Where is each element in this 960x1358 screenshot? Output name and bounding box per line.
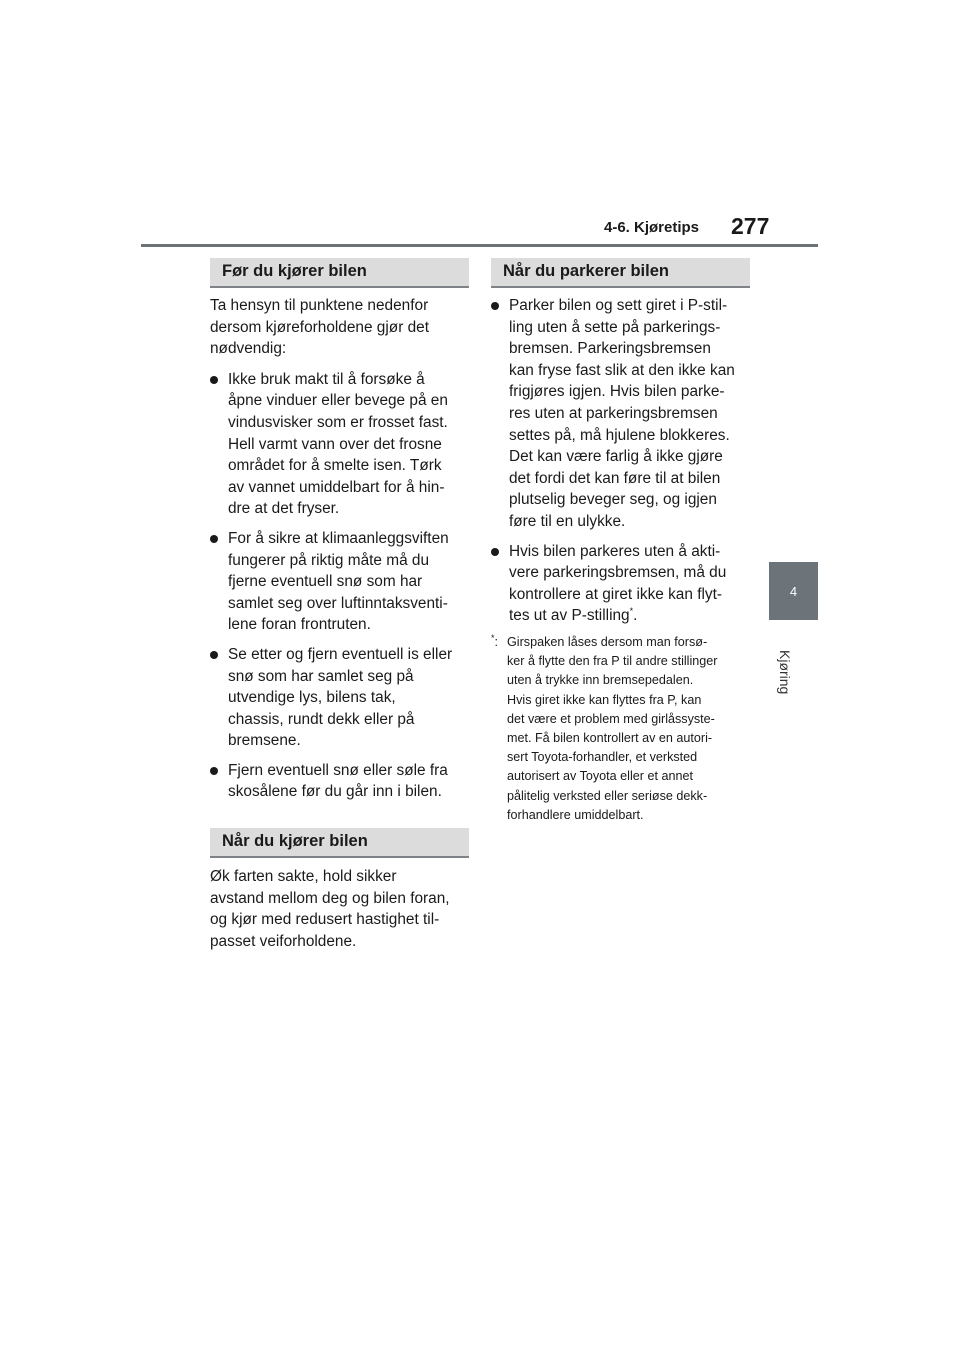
bullet-icon — [491, 302, 499, 310]
text-line: Øk farten sakte, hold sikker — [210, 868, 397, 886]
text-line: Se etter og fjern eventuell is eller — [228, 645, 453, 663]
text-line: det fordi det kan føre til at bilen — [509, 469, 721, 487]
bullet-icon — [491, 548, 499, 556]
text-line: det være et problem med girlåssyste- — [507, 711, 715, 726]
text-line: frigjøres igjen. Hvis bilen parke- — [509, 383, 725, 401]
text-line: føre til en ulykke. — [509, 512, 626, 530]
text-line: ker å flytte den fra P til andre stillinger — [507, 654, 718, 669]
text-line: lene foran frontruten. — [228, 616, 371, 634]
text-line: bremsene. — [228, 732, 301, 750]
bullet-icon — [210, 767, 218, 775]
text-line: sert Toyota-forhandler, et verksted — [507, 750, 698, 765]
text-line: kan fryse fast slik at den ikke kan — [509, 361, 735, 379]
text-line: pålitelig verksted eller seriøse dekk- — [507, 788, 708, 803]
text-line: passet veiforholdene. — [210, 932, 357, 950]
text-line: forhandlere umiddelbart. — [507, 807, 644, 822]
list-item — [210, 528, 469, 636]
list-item — [210, 644, 469, 752]
text-line: åpne vinduer eller bevege på en — [228, 392, 448, 410]
text-line: bremsen. Parkeringsbremsen — [509, 340, 711, 358]
left-column — [210, 258, 469, 952]
text-line: Fjern eventuell snø eller søle fra — [228, 761, 448, 779]
page-header — [0, 0, 960, 250]
text-line: Ikke bruk makt til å forsøke å — [228, 370, 425, 388]
text-line: autorisert av Toyota eller et annet — [507, 769, 693, 784]
chapter-title: Kjøring — [777, 650, 793, 695]
header-rule — [141, 244, 818, 247]
section-heading-parking: Når du parkerer bilen — [491, 258, 750, 288]
list-item — [491, 295, 750, 533]
text-line: Girspaken låses dersom man forsø- — [507, 634, 708, 649]
footnote — [491, 633, 750, 825]
text-line: utvendige lys, bilens tak, — [228, 689, 396, 707]
page-number: 277 — [731, 213, 770, 239]
text-line: dre at det fryser. — [228, 500, 340, 518]
text-line: vere parkeringsbremsen, må du — [509, 564, 727, 582]
text-line: met. Få bilen kontrollert av en autori- — [507, 730, 713, 745]
driving-paragraph — [210, 866, 469, 952]
text-line: dersom kjøreforholdene gjør det — [210, 318, 429, 336]
text-line: Ta hensyn til punktene nedenfor — [210, 297, 429, 314]
intro-paragraph — [210, 295, 469, 360]
before-driving-list — [210, 369, 469, 803]
text-line: uten å trykke inn bremsepedalen. — [507, 673, 694, 688]
text-line: Hvis bilen parkeres uten å akti- — [509, 542, 721, 560]
text-line: Parker bilen og sett giret i P-stil- — [509, 297, 728, 314]
section-label: 4-6. Kjøretips — [604, 219, 700, 236]
text-line: plutselig beveger seg, og igjen — [509, 491, 717, 509]
list-item — [210, 369, 469, 520]
text-line: området for å smelte isen. Tørk — [228, 457, 442, 475]
right-column — [491, 258, 750, 825]
text-line: . — [633, 607, 638, 625]
text-line: Det kan være farlig å ikke gjøre — [509, 448, 723, 466]
footnote-reference: * — [629, 606, 634, 617]
text-line: Hell varmt vann over det frosne — [228, 435, 442, 453]
chapter-number: 4 — [789, 583, 798, 599]
text-line: nødvendig: — [210, 340, 287, 358]
parking-list — [491, 295, 750, 627]
section-heading-before-driving: Før du kjører bilen — [210, 258, 469, 288]
text-line: tes ut av P-stilling — [509, 607, 630, 625]
text-line: fungerer på riktig måte må du — [228, 551, 430, 569]
text-line: kontrollere at giret ikke kan flyt- — [509, 585, 722, 603]
text-line: og kjør med redusert hastighet til- — [210, 911, 440, 929]
text-line: samlet seg over luftinntaksventi- — [228, 594, 448, 612]
text-line: settes på, må hjulene blokkeres. — [509, 426, 730, 444]
text-line: res uten at parkeringsbremsen — [509, 404, 718, 422]
footnote-mark: *: — [491, 632, 499, 649]
text-line: skosålene før du går inn i bilen. — [228, 783, 442, 801]
text-line: snø som har samlet seg på — [228, 667, 414, 685]
list-item — [491, 541, 750, 627]
text-line: avstand mellom deg og bilen foran, — [210, 889, 450, 907]
chapter-tab — [769, 562, 818, 620]
text-line: For å sikre at klimaanleggsviften — [228, 529, 449, 547]
list-item — [210, 760, 469, 803]
bullet-icon — [210, 376, 218, 384]
text-line: Hvis giret ikke kan flyttes fra P, kan — [507, 692, 702, 707]
section-heading-while-driving: Når du kjører bilen — [210, 828, 469, 858]
bullet-icon — [210, 535, 218, 543]
text-line: av vannet umiddelbart for å hin- — [228, 478, 445, 496]
bullet-icon — [210, 651, 218, 659]
text-line: chassis, rundt dekk eller på — [228, 710, 415, 728]
text-line: fjerne eventuell snø som har — [228, 573, 423, 591]
text-line: ling uten å sette på parkerings- — [509, 318, 721, 336]
text-line: vindusvisker som er frosset fast. — [228, 413, 448, 431]
